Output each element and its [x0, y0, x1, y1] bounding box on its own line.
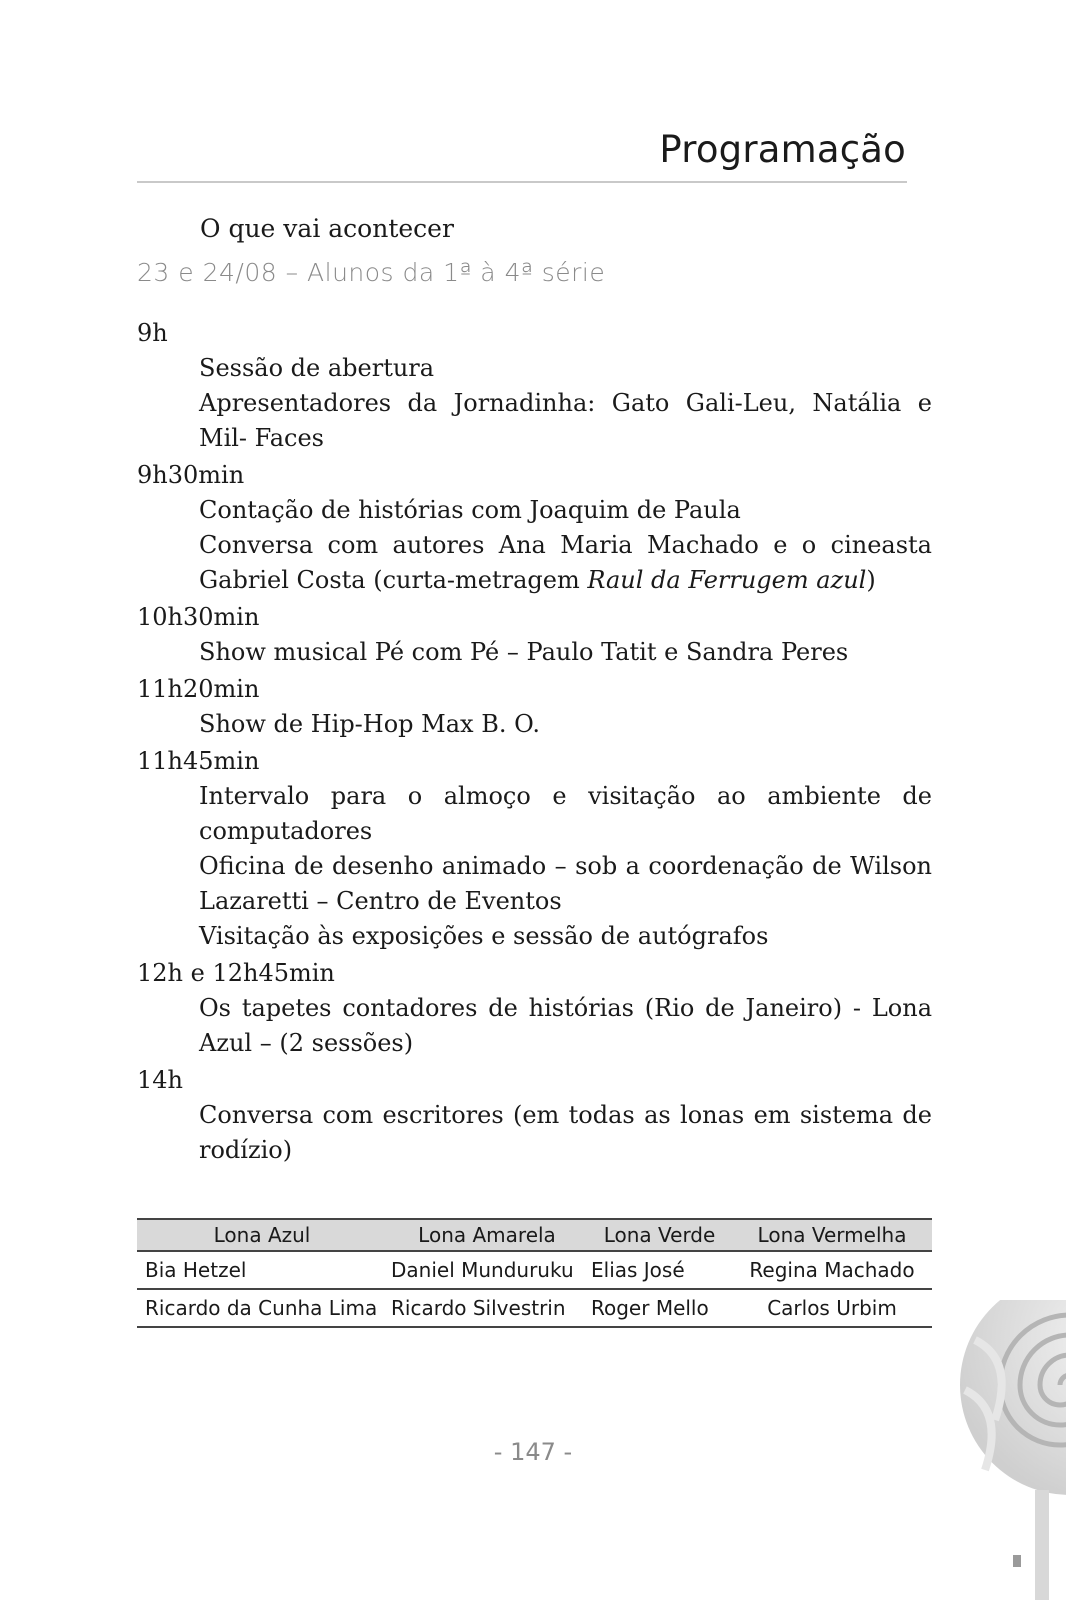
schedule-slot [137, 956, 932, 1061]
table-header: Lona Verde [587, 1219, 732, 1251]
event: Visitação às exposições e sessão de autógrafos [199, 922, 769, 950]
table-row [137, 1251, 932, 1289]
event: Contação de histórias com Joaquim de Paula [199, 496, 741, 524]
film-title: Raul da Ferrugem azul [587, 566, 867, 594]
event: Apresentadores da Jornadinha: Gato Gali-Leu, Natália e Mil- Faces [199, 389, 932, 452]
lollipop-illustration [955, 1300, 1066, 1600]
table-header: Lona Azul [137, 1219, 387, 1251]
table-cell: Roger Mello [587, 1289, 732, 1327]
event-text-end: ) [866, 566, 876, 594]
event: Os tapetes contadores de histórias (Rio de Janeiro) - Lona Azul – (2 sessões) [199, 994, 932, 1057]
event: Oficina de desenho animado – sob a coordenação de Wilson Lazaretti – Centro de Eventos [199, 852, 932, 915]
event-film [199, 528, 932, 598]
intro-text: O que vai acontecer [200, 214, 454, 243]
slot-events [137, 635, 932, 670]
slot-time: 11h20min [137, 675, 260, 703]
section-subtitle: 23 e 24/08 – Alunos da 1ª à 4ª série [137, 258, 606, 287]
slot-time: 11h45min [137, 747, 260, 775]
event: Show de Hip-Hop Max B. O. [199, 710, 541, 738]
event: Show musical Pé com Pé – Paulo Tatit e Sandra Peres [199, 638, 849, 666]
table-cell: Bia Hetzel [137, 1251, 387, 1289]
page-title: Programação [659, 128, 906, 171]
slot-events [137, 779, 932, 954]
table-cell: Daniel Munduruku [387, 1251, 587, 1289]
schedule-slot [137, 600, 932, 670]
table-cell: Regina Machado [732, 1251, 932, 1289]
event: Conversa com escritores (em todas as lonas em sistema de rodízio) [199, 1101, 932, 1164]
slot-time: 10h30min [137, 603, 260, 631]
table-cell: Ricardo da Cunha Lima [137, 1289, 387, 1327]
slot-events [137, 1098, 932, 1168]
event: Sessão de abertura [199, 354, 435, 382]
page-number: - 147 - [493, 1438, 573, 1466]
table-header-row [137, 1219, 932, 1251]
table-cell: Elias José [587, 1251, 732, 1289]
table-cell: Carlos Urbim [732, 1289, 932, 1327]
schedule [137, 316, 932, 1170]
slot-time: 14h [137, 1066, 183, 1094]
slot-time: 9h30min [137, 461, 245, 489]
event-text: Conversa com autores Ana Maria Machado e o cineasta Gabriel Costa (curta-metragem [199, 531, 932, 594]
event: Intervalo para o almoço e visitação ao ambiente de computadores [199, 782, 932, 845]
title-divider [137, 181, 907, 183]
slot-events [137, 991, 932, 1061]
table-row [137, 1289, 932, 1327]
schedule-slot [137, 1063, 932, 1168]
slot-events [137, 707, 932, 742]
schedule-slot [137, 672, 932, 742]
schedule-slot [137, 744, 932, 954]
slot-events [137, 493, 932, 598]
slot-time: 12h e 12h45min [137, 959, 335, 987]
lonas-table [137, 1218, 932, 1328]
table-header: Lona Vermelha [732, 1219, 932, 1251]
schedule-slot [137, 316, 932, 456]
table-header: Lona Amarela [387, 1219, 587, 1251]
slot-time: 9h [137, 319, 168, 347]
table-cell: Ricardo Silvestrin [387, 1289, 587, 1327]
slot-events [137, 351, 932, 456]
schedule-slot [137, 458, 932, 598]
